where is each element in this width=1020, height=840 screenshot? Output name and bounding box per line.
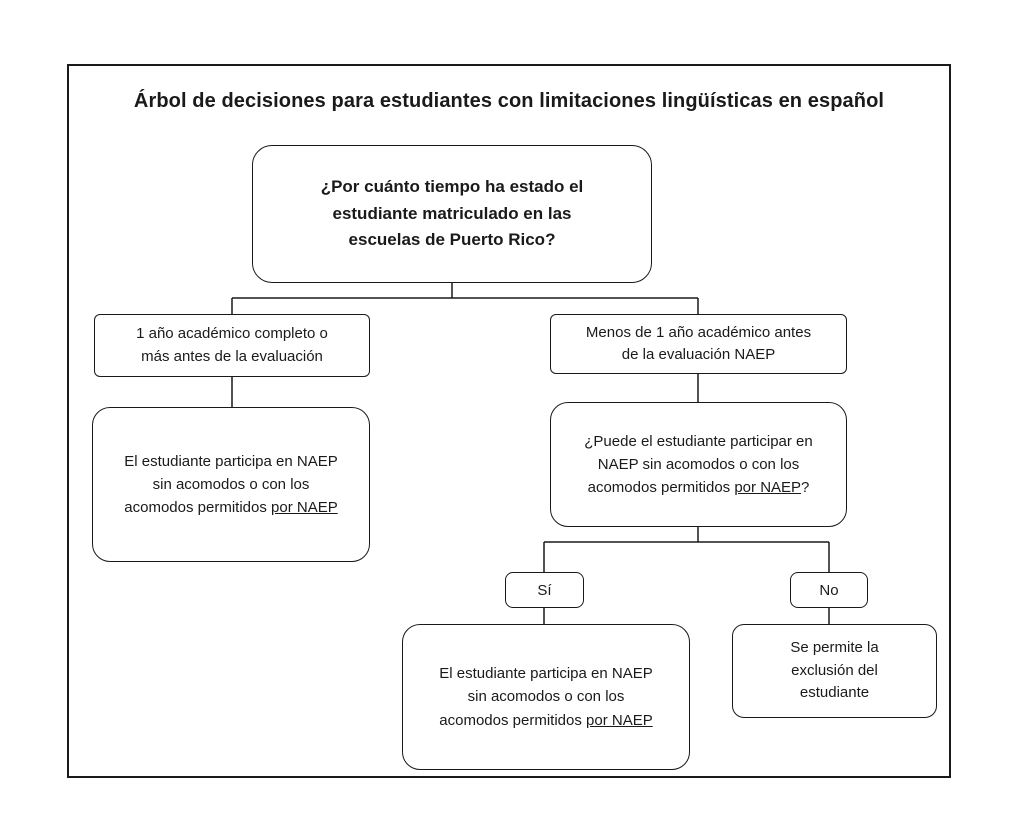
outcome-left-main: El estudiante participa en NAEP sin acomodos o con los acomodos permitidos xyxy=(124,452,338,517)
outcome-yes-node xyxy=(402,624,690,770)
branch-right-node xyxy=(550,314,847,374)
outcome-no-text: Se permite la exclusión del estudiante xyxy=(790,639,879,702)
diagram-title: Árbol de decisiones para estudiantes con limitaciones lingüísticas en español xyxy=(133,90,885,112)
outcome-no-node xyxy=(732,624,937,718)
answer-no-text: No xyxy=(819,581,839,599)
branch-right-text: Menos de 1 año académico antes de la evaluación NAEP xyxy=(585,323,812,363)
root-question-text: ¿Por cuánto tiempo ha estado el estudiante matriculado en las escuelas de Puerto Rico? xyxy=(320,177,584,250)
question-right-node xyxy=(550,402,847,527)
branch-left-node xyxy=(94,314,370,377)
outcome-left-node xyxy=(92,407,370,562)
outcome-yes-text xyxy=(431,662,661,732)
outcome-left-text xyxy=(117,450,345,520)
outcome-left-underlined: por NAEP xyxy=(271,499,338,517)
answer-no-node xyxy=(790,572,868,608)
root-question-node xyxy=(252,145,652,283)
question-right-text xyxy=(577,430,820,500)
outcome-yes-main: El estudiante participa en NAEP sin acomodos o con los acomodos permitidos xyxy=(439,665,653,729)
outcome-yes-underlined: por NAEP xyxy=(586,711,653,729)
question-right-main: ¿Puede el estudiante participar en NAEP sin acomodos o con los acomodos permitidos xyxy=(584,432,813,497)
question-right-underlined: por NAEP xyxy=(734,479,802,497)
diagram-frame xyxy=(67,64,951,778)
branch-left-text: 1 año académico completo o más antes de la evaluación xyxy=(136,325,328,365)
answer-yes-text: Sí xyxy=(537,581,552,599)
answer-yes-node xyxy=(505,572,584,608)
question-right-suffix: ? xyxy=(801,479,810,497)
